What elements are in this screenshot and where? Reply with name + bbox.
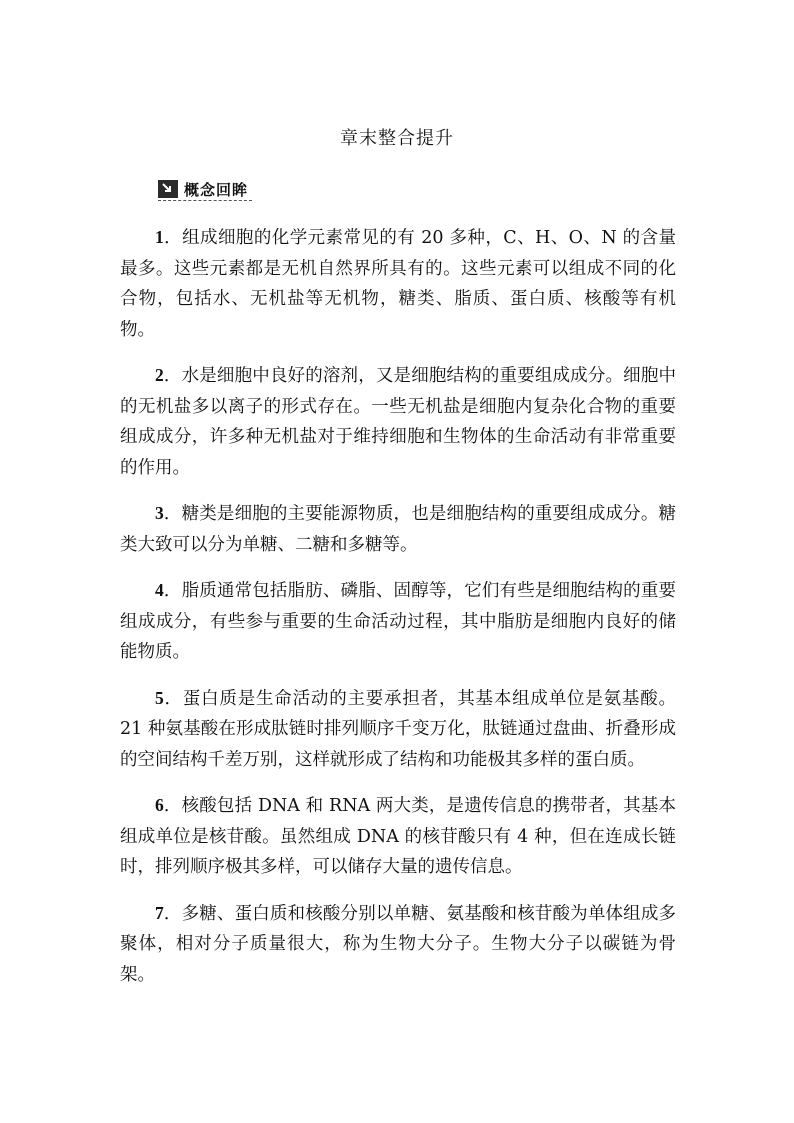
paragraph-5 — [120, 683, 676, 776]
paragraph-text: ．水是细胞中良好的溶剂，又是细胞结构的重要组成成分。细胞中的无机盐多以离子的形式存在。一些无机盐是细胞内复杂化合物的重要组成成分，许多种无机盐对于维持细胞和生物体的生命活动有非常重要的作用。 — [120, 366, 676, 478]
section-header — [158, 178, 252, 201]
paragraph-number: 7 — [155, 902, 164, 923]
paragraph-3 — [120, 498, 676, 560]
section-label: 概念回眸 — [184, 180, 249, 199]
paragraph-text: ．核酸包括 DNA 和 RNA 两大类，是遗传信息的携带者，其基本组成单位是核苷酸。虽然组成 DNA 的核苷酸只有 4 种，但在连成长链时，排列顺序极其多样，可以储存大量的遗传信息。 — [120, 796, 676, 877]
paragraph-text: ．糖类是细胞的主要能源物质，也是细胞结构的重要组成成分。糖类大致可以分为单糖、二糖和多糖等。 — [120, 504, 676, 555]
paragraph-4 — [120, 575, 676, 668]
content-body — [120, 222, 676, 1005]
paragraph-number: 2 — [155, 365, 164, 385]
paragraph-number: 5 — [155, 687, 164, 708]
paragraph-text: ．组成细胞的化学元素常见的有 20 多种，C、H、O、N 的含量最多。这些元素都是无机自然界所具有的。这些元素可以组成不同的化合物，包括水、无机盐等无机物，糖类、脂质、蛋白质、核酸等有机物。 — [120, 228, 676, 340]
page-title: 章末整合提升 — [340, 128, 454, 149]
paragraph-number: 3 — [155, 503, 164, 523]
paragraph-7 — [120, 898, 676, 991]
paragraph-1 — [120, 222, 676, 345]
paragraph-6 — [120, 790, 676, 883]
paragraph-number: 6 — [155, 795, 164, 815]
paragraph-number: 1 — [155, 227, 164, 247]
paragraph-2 — [120, 360, 676, 483]
paragraph-number: 4 — [155, 580, 164, 600]
paragraph-text: ．脂质通常包括脂肪、磷脂、固醇等，它们有些是细胞结构的重要组成成分，有些参与重要的生命活动过程，其中脂肪是细胞内良好的储能物质。 — [120, 581, 676, 662]
paragraph-text: ．蛋白质是生命活动的主要承担者，其基本组成单位是氨基酸。21 种氨基酸在形成肽链时排列顺序千变万化，肽链通过盘曲、折叠形成的空间结构千差万别，这样就形成了结构和功能极其多样的蛋白质。 — [120, 688, 676, 770]
paragraph-text: ．多糖、蛋白质和核酸分别以单糖、氨基酸和核苷酸为单体组成多聚体，相对分子质量很大，称为生物大分子。生物大分子以碳链为骨架。 — [120, 903, 676, 985]
arrow-badge-icon — [158, 180, 178, 198]
